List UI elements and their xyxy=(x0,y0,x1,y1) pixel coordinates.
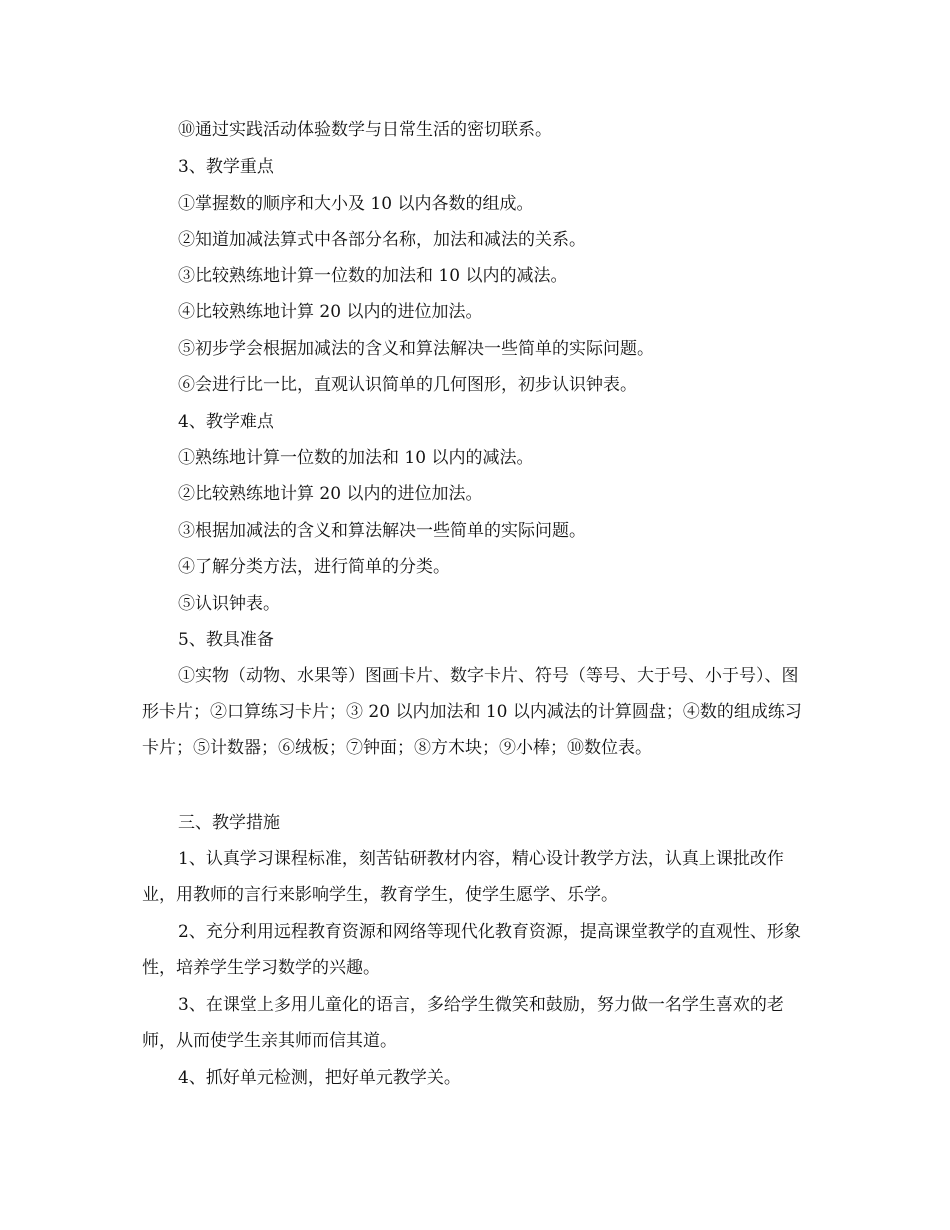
difficulty-2: ②比较熟练地计算 20 以内的进位加法。 xyxy=(178,484,483,504)
materials-paragraph: ①实物（动物、水果等）图画卡片、数字卡片、符号（等号、大于号、小于号）、图形卡片；②口算练习卡片；③ 20 以内加法和 10 以内减法的计算圆盘；④数的组成练习卡片；⑤计数器；⑥绒板；⑦钟面；⑧方木块；⑨小棒；⑩数位表。 xyxy=(142,666,802,758)
difficulty-1: ①熟练地计算一位数的加法和 10 以内的减法。 xyxy=(178,448,534,468)
measure-4: 4、抓好单元检测，把好单元教学关。 xyxy=(178,1068,461,1088)
difficulty-5: ⑤认识钟表。 xyxy=(178,594,280,614)
key-point-4: ④比较熟练地计算 20 以内的进位加法。 xyxy=(178,302,483,322)
objective-10: ⑩通过实践活动体验数学与日常生活的密切联系。 xyxy=(178,120,552,140)
section-heading-materials: 5、教具准备 xyxy=(178,630,274,650)
key-point-6: ⑥会进行比一比，直观认识简单的几何图形，初步认识钟表。 xyxy=(178,375,637,395)
difficulty-4: ④了解分类方法，进行简单的分类。 xyxy=(178,557,450,577)
section-heading-measures: 三、教学措施 xyxy=(178,813,280,833)
key-point-1: ①掌握数的顺序和大小及 10 以内各数的组成。 xyxy=(178,194,534,214)
measure-3: 3、在课堂上多用儿童化的语言，多给学生微笑和鼓励，努力做一名学生喜欢的老师，从而使学生亲其师而信其道。 xyxy=(142,995,784,1051)
section-heading-difficulties: 4、教学难点 xyxy=(178,412,274,432)
key-point-5: ⑤初步学会根据加减法的含义和算法解决一些简单的实际问题。 xyxy=(178,339,654,359)
measure-2: 2、充分利用远程教育资源和网络等现代化教育资源，提高课堂教学的直观性、形象性，培养学生学习数学的兴趣。 xyxy=(142,922,801,978)
key-point-3: ③比较熟练地计算一位数的加法和 10 以内的减法。 xyxy=(178,266,568,286)
section-heading-key-points: 3、教学重点 xyxy=(178,157,274,177)
key-point-2: ②知道加减法算式中各部分名称，加法和减法的关系。 xyxy=(178,230,586,250)
measure-1: 1、认真学习课程标准，刻苦钻研教材内容，精心设计教学方法，认真上课批改作业，用教师的言行来影响学生，教育学生，使学生愿学、乐学。 xyxy=(142,849,784,905)
difficulty-3: ③根据加减法的含义和算法解决一些简单的实际问题。 xyxy=(178,521,586,541)
